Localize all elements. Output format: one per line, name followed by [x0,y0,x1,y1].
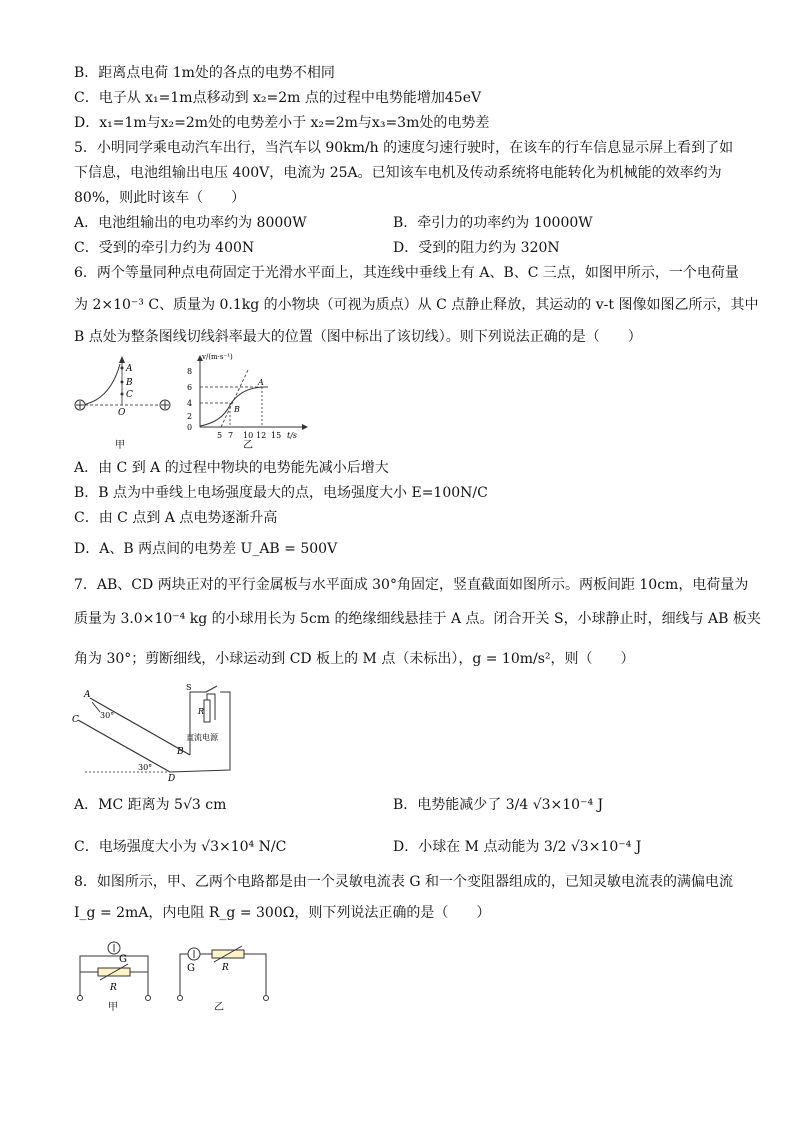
option-d-q7: D．小球在 M 点动能为 3/2 √3×10⁻⁴ J [393,839,642,855]
question-6-line3: B 点处为整条图线切线斜率最大的位置（图中标出了该切线）。则下列说法正确的是（ ） [74,329,642,345]
option-a-q7: A．MC 距离为 5√3 cm [74,797,227,813]
circuit-jia [78,942,151,1013]
jia-circuit-label: 甲 [108,1002,118,1013]
question-6-line1: 6．两个等量同种点电荷固定于光滑水平面上，其连线中垂线上有 A、B、C 三点，如图甲所示，一个电荷量 [74,265,739,281]
option-b-q6: B．B 点为中垂线上电场强度最大的点，电场强度大小 E=100N/C [74,485,488,501]
jia-r-label: R [110,983,117,993]
jia-label: 甲 [115,440,125,451]
jia-g-label: G [119,954,127,965]
option-c-q4: C．电子从 x₁=1m点移动到 x₂=2m 点的过程中电势能增加45eV [74,90,482,106]
fig7-label-b: B [177,747,184,757]
question-8-line1: 8．如图所示，甲、乙两个电路都是由一个灵敏电流表 G 和一个变阻器组成的，已知灵敏电流表的满偏电流 [74,874,733,890]
option-b-q5: B．牵引力的功率约为 10000W [393,215,593,231]
yi-circuit-label: 乙 [214,1002,224,1013]
yi-r-label: R [222,963,229,973]
x-tick-15: 15 [271,431,282,440]
question-5-line3: 80%，则此时该车（ ） [74,190,246,206]
fig7-label-d: D [168,774,176,784]
fig7-label-a: A [84,690,91,700]
x-tick-10: 10 [243,431,254,440]
v-axis-label: v/(m·s⁻¹) [202,353,233,361]
figure-6-yi [187,353,308,451]
fig7-angle-1: 30° [100,711,115,720]
point-a-label: A [126,364,133,374]
option-d-q4: D．x₁=1m与x₂=2m处的电势差小于 x₂=2m与x₃=3m处的电势差 [74,115,490,131]
circuit-yi [178,946,269,1013]
y-tick-2: 2 [187,412,193,421]
option-a-q5: A．电池组输出的电功率约为 8000W [74,215,307,231]
y-tick-8: 8 [187,367,193,376]
option-c-q7: C．电场强度大小为 √3×10⁴ N/C [74,839,287,855]
question-7-line1: 7．AB、CD 两块正对的平行金属板与水平面成 30°角固定，竖直截面如图所示。两板间距 10cm，电荷量为 [74,577,749,593]
yi-label: 乙 [243,440,253,451]
fig7-label-c: C [72,715,79,725]
option-c-q5: C．受到的牵引力约为 400N [74,240,255,256]
question-6-line2: 为 2×10⁻³ C、质量为 0.1kg 的小物块（可视为质点）从 C 点静止释放，其运动的 v-t 图像如图乙所示，其中 [74,297,759,313]
option-c-q6: C．由 C 点到 A 点电势逐渐升高 [74,510,278,526]
point-c-label: C [126,390,133,400]
figure-8 [70,938,280,1016]
figure-6-jia [75,356,170,451]
fig7-angle-2: 30° [138,763,153,772]
resistor-r-label: R [198,707,205,716]
x-tick-5: 5 [217,431,223,440]
y-tick-4: 4 [187,399,193,408]
option-b-q4: B．距离点电荷 1m处的各点的电势不相同 [74,65,335,81]
figure-6 [70,350,310,455]
question-7-line2: 质量为 3.0×10⁻⁴ kg 的小球用长为 5cm 的绝缘细线悬挂于 A 点。闭合开关 S，小球静止时，细线与 AB 板夹 [74,611,761,627]
yi-g-label: G [187,963,195,974]
question-5-line1: 5．小明同学乘电动汽车出行，当汽车以 90km/h 的速度匀速行驶时，在该车的行车信息显示屏上看到了如 [74,140,734,156]
option-a-q6: A．由 C 到 A 的过程中物块的电势能先减小后增大 [74,460,389,476]
x-tick-7: 7 [228,431,234,440]
point-o-label: O [118,408,126,418]
curve-a-label: A [258,378,264,387]
question-5-line2: 下信息，电池组输出电压 400V，电流为 25A。已知该车电机及传动系统将电能转化为机械能的效率约为 [74,165,722,181]
curve-b-label: B [234,405,240,414]
question-8-line2: I_g = 2mA，内电阻 R_g = 300Ω，则下列说法正确的是（ ） [74,905,491,921]
x-tick-12: 12 [256,431,267,440]
option-b-q7: B．电势能减少了 3/4 √3×10⁻⁴ J [393,797,604,813]
option-d-q6: D．A、B 两点间的电势差 U_AB = 500V [74,541,338,557]
point-b-label: B [126,378,133,388]
switch-s-label: S [186,683,192,692]
option-d-q5: D．受到的阻力约为 320N [393,240,560,256]
resistor-r [204,700,210,722]
figure-7 [70,680,250,785]
t-axis-label: t/s [287,431,298,440]
dc-source-label: 直流电源 [186,733,218,742]
question-7-line3: 角为 30°；剪断细线，小球运动到 CD 板上的 M 点（未标出），g = 10m/s²，则（ ） [74,651,635,667]
y-tick-0: 0 [187,423,193,432]
y-tick-6: 6 [187,383,193,392]
